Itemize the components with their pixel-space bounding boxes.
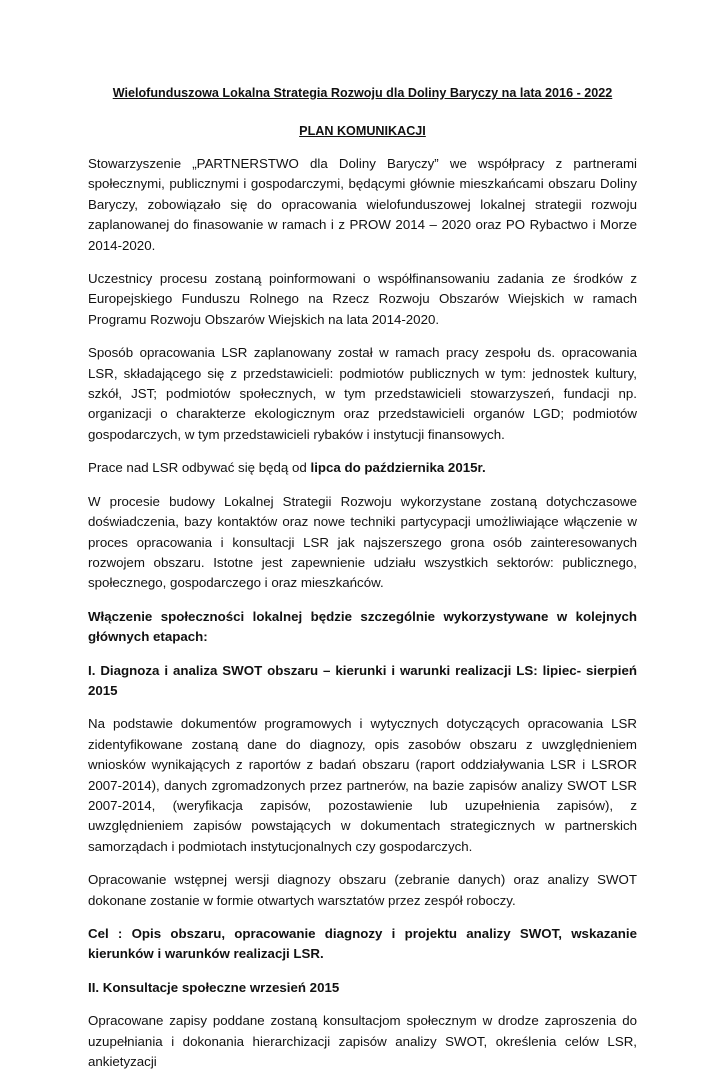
section-1-heading: I. Diagnoza i analiza SWOT obszaru – kierunki i warunki realizacji LS: lipiec- sierpień 2015	[88, 662, 637, 698]
paragraph-method: Sposób opracowania LSR zaplanowany został w ramach pracy zespołu ds. opracowania LSR, składającego się z przedstawicieli: podmiotów publicznych w tym: jednostek kultury, szkół, JST; podmiotów społecznych, w tym przedstawicieli stowarzyszeń, fundacji np. organizacji o charakterze ekologicznym oraz przedstawicieli organów LGD; podmiotów gospodarczych, w tym przedstawicieli rybaków i instytucji finansowych.	[88, 345, 637, 442]
paragraph-cofinancing: Uczestnicy procesu zostaną poinformowani o współfinansowaniu zadania ze środków z Europejskiego Funduszu Rolnego na Rzecz Rozwoju Obszarów Wiejskich w ramach Programu Rozwoju Obszarów Wiejskich na lata 2014-2020.	[88, 271, 637, 327]
schedule-dates: lipca do października 2015r.	[310, 460, 486, 476]
heading-community-involvement: Włączenie społeczności lokalnej będzie szczególnie wykorzystywane w kolejnych głównych etapach:	[88, 608, 637, 645]
paragraph-process: W procesie budowy Lokalnej Strategii Rozwoju wykorzystane zostaną dotychczasowe doświadczenia, bazy kontaktów oraz nowe techniki partycypacji umożliwiające włączenie w proces opracowania i konsultacji LSR jak najszerszego grona osób zainteresowanych rozwojem obszaru. Istotne jest zapewnienie udziału wszystkich sektorów: publicznego, społecznego, gospodarczego i oraz mieszkańców.	[88, 493, 637, 591]
document-title: Wielofunduszowa Lokalna Strategia Rozwoju dla Doliny Baryczy na lata 2016 - 2022	[112, 86, 613, 100]
schedule-text: Prace nad LSR odbywać się będą od	[88, 460, 311, 476]
paragraph-swot-workshops: Opracowanie wstępnej wersji diagnozy obszaru (zebranie danych) oraz analizy SWOT dokonane zostanie w formie otwartych warsztatów przez zespół roboczy.	[88, 872, 637, 908]
paragraph-diagnosis: Na podstawie dokumentów programowych i wytycznych dotyczących opracowania LSR zidentyfikowane zostaną dane do diagnozy, opis zasobów obszaru z uwzględnieniem wniosków wynikających z raportów z badań obszaru (raport oddziaływania LSR i LSROR 2007-2014), danych zgromadzonych przez partnerów, na bazie zapisów analizy SWOT LSR 2007-2014, (weryfikacja zapisów, pozostawienie lub uzupełnienia zapisów), z uwzględnieniem zapisów powstających w dokumentach strategicznych w partnerskich samorządach i podmiotach instytucjonalnych czy gospodarczych.	[88, 716, 637, 854]
section-2-heading: II. Konsultacje społeczne wrzesień 2015	[88, 979, 340, 995]
paragraph-intro: Stowarzyszenie „PARTNERSTWO dla Doliny Baryczy” we współpracy z partnerami społecznymi, publicznymi i gospodarczymi, będącymi głównie mieszkańcami obszaru Doliny Baryczy, zobowiązało się do opracowania wielofunduszowej lokalnej strategii rozwoju zaplanowanej do finasowanie w ramach i z PROW 2014 – 2020 oraz PO Rybactwo i Morze 2014-2020.	[88, 156, 637, 253]
paragraph-consultations: Opracowane zapisy poddane zostaną konsultacjom społecznym w drodze zaproszenia do uzupełniania i dokonania hierarchizacji zapisów analizy SWOT, określenia celów LSR, ankietyzacji	[88, 1013, 637, 1070]
goal-statement: Cel : Opis obszaru, opracowanie diagnozy i projektu analizy SWOT, wskazanie kierunków i warunków realizacji LSR.	[88, 926, 637, 962]
paragraph-schedule	[88, 458, 637, 478]
document-subtitle: PLAN KOMUNIKACJI	[299, 124, 426, 138]
